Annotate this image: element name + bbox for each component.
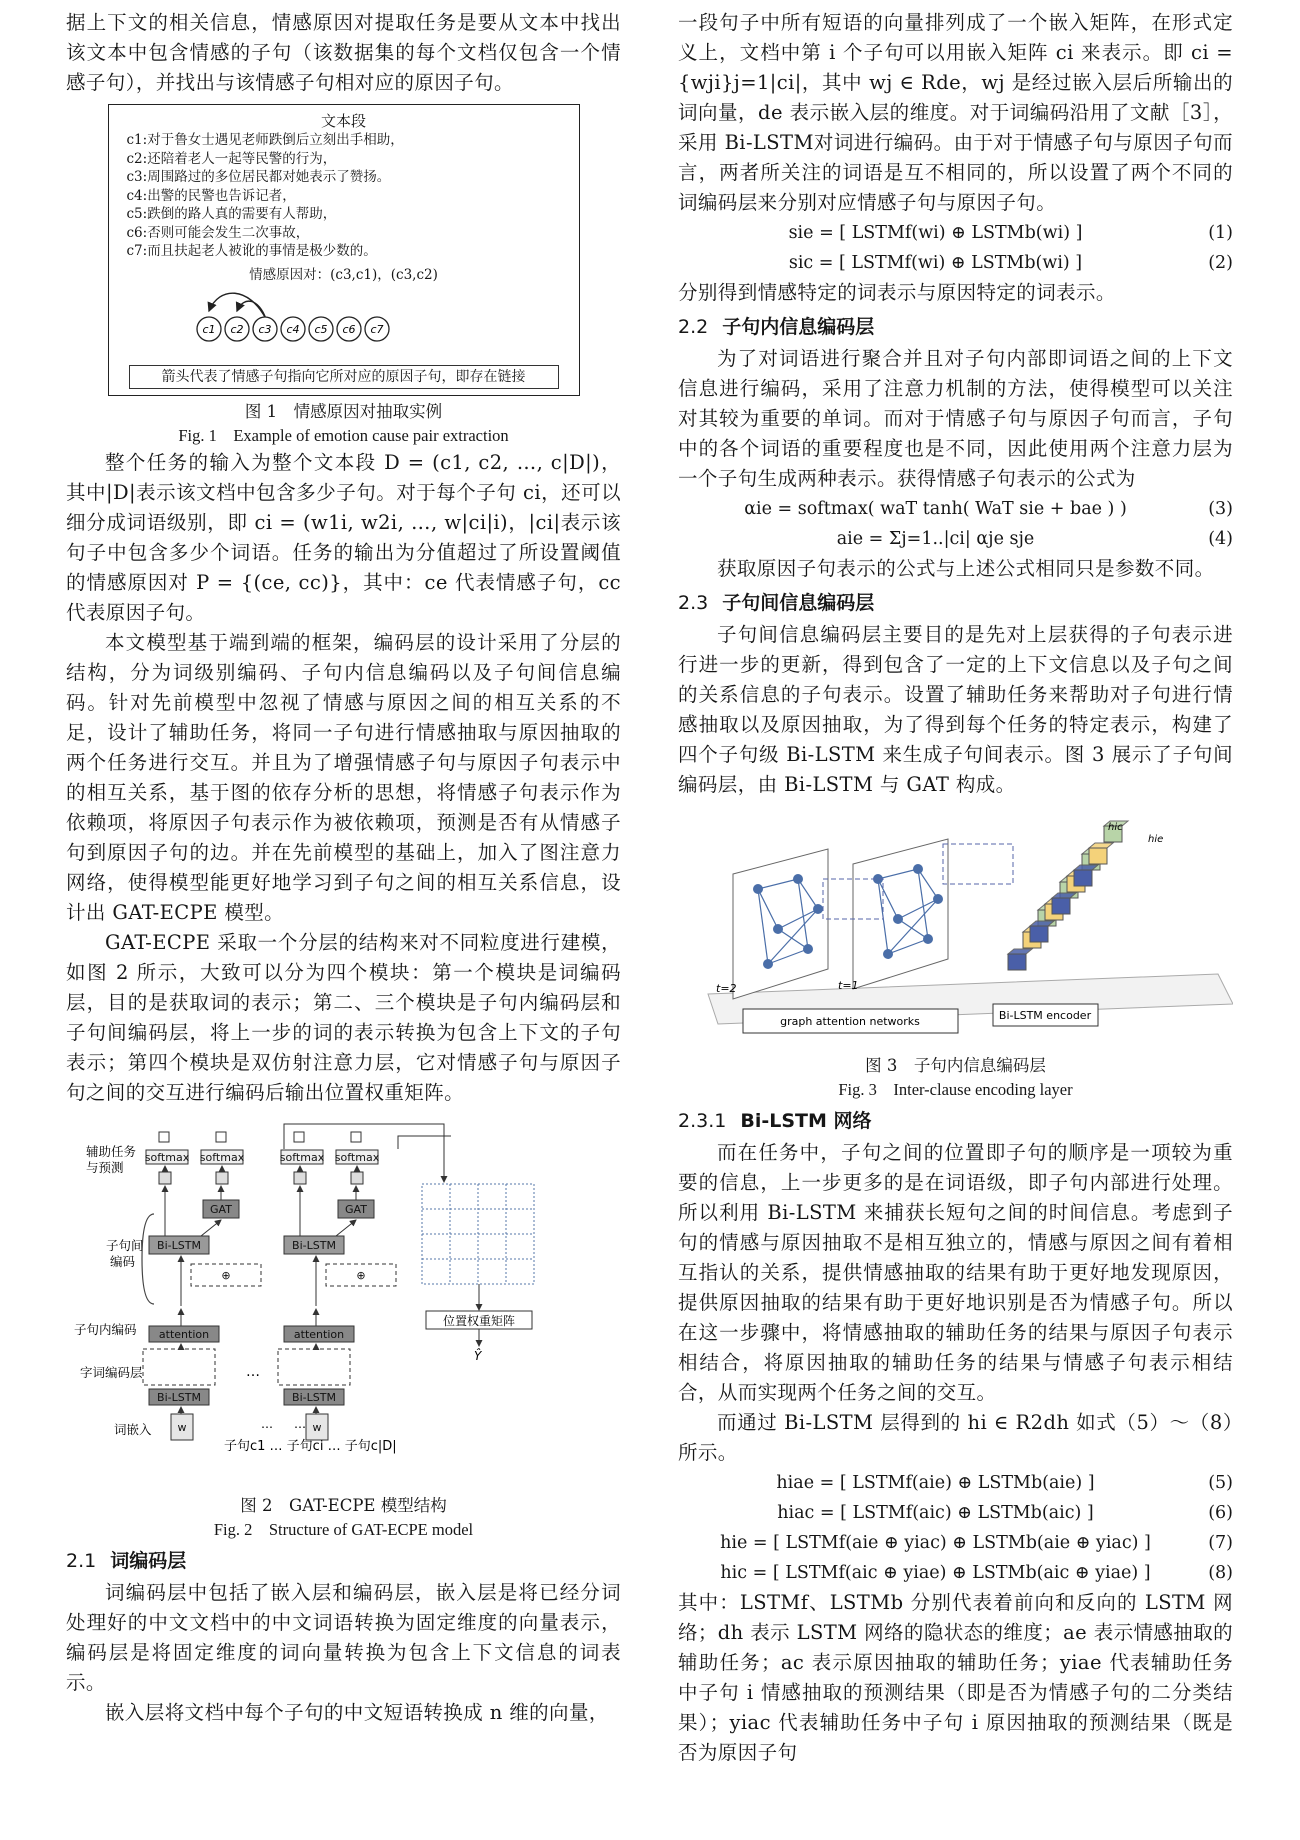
bilstm-box-label: Bi-LSTM [157,1391,201,1404]
clause-line: c1:对于鲁女士遇见老师跌倒后立刻出手相助， [126,132,404,148]
label-intra-clause: 子句内编码 [74,1322,137,1337]
word-encoder-box [143,1349,215,1385]
paragraph: 分别得到情感特定的词表示与原因特定的词表示。 [678,281,1116,304]
clause-line: c5:跌倒的路人真的需要有人帮助， [126,206,337,222]
figure-3-caption-en: Fig. 3 Inter-clause encoding layer [838,1080,1073,1099]
paragraph: 获取原因子句表示的公式与上述公式相同只是参数不同。 [717,557,1215,580]
paragraph: 一段句子中所有短语的向量排列成了一个嵌入矩阵，在形式定义上，文档中第 i 个子句可以用嵌入矩阵 ci 来表示。即 ci = {wji}j=1|ci|，其中 wj ∈ Rde，wj 是经过嵌入层后所输出的词向量，de 表示嵌入层的维度。对于词编码沿用了文献［3］，采用 Bi-LSTM对词进行编码。由于对于情感子句与原因子句而言，两者所关注的词语是互不相同的，所以设置了两个不同的词编码层来分别对应情感子句与原因子句。 [678,11,1233,214]
t1-label: t=1 [838,979,859,992]
attention-concat-box-label: ⊕ [356,1269,366,1282]
graph-node [923,934,933,944]
paragraph: 整个任务的输入为整个文本段 D = (c1, c2, …, c|D|)，其中|D|表示该文档中包含多少子句。对于每个子句 ci，还可以细分成词语级别，即 ci = (w1i, w2i, …, w|ci|i)，|ci|表示该句子中包含多少个词语。任务的输出为分值超过了所设置阈值的情感原因对 P = {(ce, cc)}，其中：ce 代表情感子句，cc 代表原因子句。 [66,451,621,624]
clause-stack [278,1132,396,1440]
paragraph: 为了对词语进行聚合并且对子句内部即词语之间的上下文信息进行编码，采用了注意力机制的方法，使得模型可以关注对其较为重要的单词。而对于情感子句与原因子句而言，子句中的各个词语的重要程度也是不同，因此使用两个注意力层为一个子句生成两种表示。获得情感子句表示的公式为 [678,347,1233,490]
equation-5: hiae = [ LSTMf(aie) ⊕ LSTMb(aie) ] (5) [776,1473,1233,1493]
graph-node [763,959,773,969]
clause-node-label: c3 [257,323,272,336]
graph-plane-t2 [733,849,828,999]
figure-2-caption-en: Fig. 2 Structure of GAT-ECPE model [213,1520,474,1539]
attention-concat-box-label: ⊕ [221,1269,231,1282]
softmax-box-label: softmax [144,1151,190,1164]
equation-2: sic = [ LSTMf(wi) ⊕ LSTMb(wi) ] (2) [788,253,1233,273]
clause-stack [143,1132,261,1440]
graph-node [803,944,813,954]
t2-label: t=2 [716,982,737,995]
paragraph: 本文模型基于端到端的框架，编码层的设计采用了分层的结构，分为词级别编码、子句内信息编码以及子句间信息编码。针对先前模型中忽视了情感与原因之间的相互关系的不足，设计了辅助任务，将同一子句进行情感抽取与原因抽取的两个任务进行交互。并且为了增强情感子句与原因子句表示中的相互关系，基于图的依存分析的思想，将情感子句表示作为依赖项，将原因子句表示作为被依赖项，预测是否有从情感子句到原因子句的边。并在先前模型的基础上，加入了图注意力网络，使得模型能更好地学习到子句之间的相互关系信息，设计出 GAT-ECPE 模型。 [66,631,621,924]
bilstm-box-label: Bi-LSTM [292,1239,336,1252]
softmax-box-label: softmax [199,1151,245,1164]
graph-plane-t1 [853,839,948,989]
prediction-box [216,1132,226,1142]
prediction-symbol: Ŷ [474,1349,482,1363]
figure-2-caption: 图 2 GAT-ECPE 模型结构 [240,1496,447,1515]
paragraph: 子句间信息编码层主要目的是先对上层获得的子句表示进行进一步的更新，得到包含了一定的上下文信息以及子句之间的关系信息的子句表示。设置了辅助任务来帮助对子句进行情感抽取以及原因抽取，为了得到每个任务的特定表示，构建了四个子句级 Bi-LSTM 来生成子句间表示。图 3 展示了子句间编码层，由 Bi-LSTM 与 GAT 构成。 [678,623,1233,796]
clause-line: c7:而且扶起老人被讹的事情是极少数的。 [126,243,377,259]
word-embedding-box-label: w [177,1421,187,1434]
graph-node [753,884,763,894]
label-aux-task: 辅助任务 [86,1144,137,1159]
emotion-cause-pairs: 情感原因对：(c3,c1)，(c3,c2) [249,266,438,283]
word-embedding-box-label: w [312,1421,322,1434]
gat-label: graph attention networks [780,1015,920,1028]
label-aux-predict: 与预测 [86,1160,124,1175]
clause-sequence: 子句c1 … 子句ci … 子句c|D| [224,1439,397,1454]
arrow-c3-c2 [237,301,266,319]
clause-line: c2:还陪着老人一起等民警的行为， [126,150,337,167]
matrix-label: 位置权重矩阵 [442,1314,516,1328]
cell-cube [1008,954,1026,970]
graph-node [913,864,923,874]
figure-3-caption: 图 3 子句内信息编码层 [865,1056,1046,1075]
paragraph: 其中：LSTMf、LSTMb 分别代表着前向和反向的 LSTM 网络；dh 表示 LSTM 网络的隐状态的维度；ae 表示情感抽取的辅助任务；ac 表示原因抽取的辅助任务；yiae 代表辅助任务中子句 i 情感抽取的预测结果（即是否为情感子句的二分类结果）；yiac 代表辅助任务中子句 i 原因抽取的预测结果（既是否为原因子句 [678,1591,1233,1764]
softmax-box-label: softmax [334,1151,380,1164]
label-word-encode: 字词编码层 [80,1365,143,1380]
figure-2-diagram [66,1114,621,1494]
graph-node [793,874,803,884]
paragraph: 而在任务中，子句之间的位置即子句的顺序是一项较为重要的信息，上一步更多的是在词语级，即子句内部进行处理。所以利用 Bi-LSTM 来捕获长短句之间的时间信息。考虑到子句的情感与原因抽取不是相互独立的，情感与原因之间有着相互指认的关系，提供情感抽取的结果有助于更好地发现原因，提供原因抽取的结果有助于更好地识别是否为情感子句。所以在这一步骤中，将情感抽取的辅助任务的结果与原因子句表示相结合，将原因抽取的辅助任务的结果与情感子句表示相结合，从而实现两个任务之间的交互。 [678,1141,1233,1404]
ellipsis: … [294,1417,306,1431]
cell-cube [1089,848,1107,864]
hidden-state-box [159,1172,171,1184]
hidden-state-box [351,1172,363,1184]
bilstm-box-label: Bi-LSTM [292,1391,336,1404]
ellipsis: … [246,1364,260,1380]
section-heading: 2.3.1 Bi-LSTM 网络 [678,1110,872,1132]
graph-node [773,924,783,934]
cell-cube [1052,898,1070,914]
clause-line: c4:出警的民警也告诉记者， [126,187,296,204]
cell-cube [1030,926,1048,942]
figure-1-caption: 图 1 情感原因对抽取实例 [244,402,443,421]
attention-box-label: attention [158,1328,210,1341]
equation-1: sie = [ LSTMf(wi) ⊕ LSTMb(wi) ] (1) [788,223,1233,243]
gat-box-label: GAT [345,1203,367,1216]
ellipsis: … [261,1417,273,1431]
clause-node-label: c5 [313,323,328,336]
graph-node [813,904,823,914]
hc-label: hic [1108,822,1123,833]
attention-box-label: attention [293,1328,345,1341]
cell-cube [1074,870,1092,886]
paragraph: 据上下文的相关信息，情感原因对提取任务是要从文本中找出该文本中包含情感的子句（该数据集的每个文档仅包含一个情感子句），并找出与该情感子句相对应的原因子句。 [66,11,621,94]
left-column [66,8,621,1728]
bilstm-box-label: Bi-LSTM [157,1239,201,1252]
label-embed: 词嵌入 [114,1422,152,1437]
gat-box-label: GAT [210,1203,232,1216]
clause-node-label: c1 [201,323,216,336]
position-weight-matrix-grid [422,1184,534,1284]
right-column [678,8,1233,1768]
clause-node-label: c6 [341,323,356,336]
clause-node-label: c7 [369,323,384,336]
figure-1-note: 箭头代表了情感子句指向它所对应的原因子句，即存在链接 [129,365,559,389]
figure-1-title: 文本段 [320,112,366,130]
figure-3-diagram [678,804,1233,1054]
graph-node [883,949,893,959]
hidden-state-box [216,1172,228,1184]
clause-line: c3:周围路过的多位居民都对她表示了赞扬。 [126,169,391,185]
word-encoder-box [278,1349,350,1385]
equation-6: hiac = [ LSTMf(aic) ⊕ LSTMb(aic) ] (6) [777,1503,1233,1523]
paragraph: 嵌入层将文档中每个子句的中文短语转换成 n 维的向量， [105,1701,609,1724]
clause-node-graph [109,281,579,351]
paragraph: 而通过 Bi-LSTM 层得到的 hi ∈ R2dh 如式（5）～（8）所示。 [678,1411,1233,1464]
graph-node [893,914,903,924]
bilstm-encoder-label: Bi-LSTM encoder [998,1009,1092,1022]
softmax-box-label: softmax [279,1151,325,1164]
he-label: hie [1148,834,1164,845]
equation-8: hic = [ LSTMf(aic ⊕ yiae) ⊕ LSTMb(aic ⊕ yiae) ] (8) [720,1563,1233,1583]
hidden-state-box [294,1172,306,1184]
prediction-box [351,1132,361,1142]
section-heading: 2.3 子句间信息编码层 [678,592,875,614]
graph-node [933,894,943,904]
clause-line: c6:否则可能会发生二次事故， [126,224,310,241]
prediction-box [159,1132,169,1142]
clause-node-label: c2 [229,323,244,336]
arrow-c3-c1 [209,293,266,319]
paragraph: GAT-ECPE 采取一个分层的结构来对不同粒度进行建模，如图 2 所示，大致可以分为四个模块：第一个模块是词编码层，目的是获取词的表示；第二、三个模块是子句内编码层和子句间编码层，将上一步的词的表示转换为包含上下文的子句表示；第四个模块是双仿射注意力层，它对情感子句与原因子句之间的交互进行编码后输出位置权重矩阵。 [66,931,621,1104]
section-heading: 2.1 词编码层 [66,1550,187,1572]
section-heading: 2.2 子句内信息编码层 [678,316,875,338]
label-inter-encode: 编码 [110,1254,136,1269]
prediction-box [294,1132,304,1142]
clause-node-label: c4 [285,323,300,336]
figure-1-box [108,104,580,396]
equation-7: hie = [ LSTMf(aie ⊕ yiac) ⊕ LSTMb(aie ⊕ yiac) ] (7) [720,1533,1233,1553]
equation-4: aie = Σj=1..|ci| αje sje (4) [836,529,1233,549]
figure-1-caption-en: Fig. 1 Example of emotion cause pair extraction [178,426,509,445]
equation-3: αie = softmax( waT tanh( WaT sie + bae ) ) (3) [744,499,1233,519]
paragraph: 词编码层中包括了嵌入层和编码层，嵌入层是将已经分词处理好的中文文档中的中文词语转换为固定维度的向量表示，编码层是将固定维度的词向量转换为包含上下文信息的词表示。 [66,1581,621,1694]
label-inter-clause: 子句间 [106,1238,144,1253]
